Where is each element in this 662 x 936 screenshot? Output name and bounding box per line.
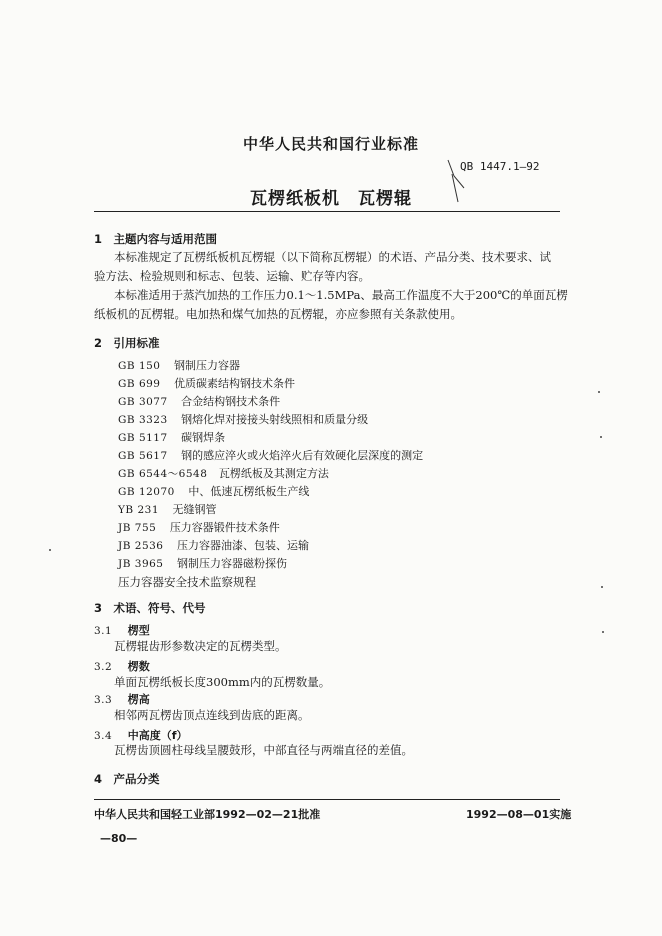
reference-code: GB 5617 [118,450,168,462]
reference-title: 中、低速瓦楞纸板生产线 [188,485,310,498]
term-name: 楞数 [127,660,150,673]
term-definition: 相邻两瓦楞齿顶点连线到齿底的距离。 [114,708,310,722]
reference-title: 压力容器油漆、包装、运输 [177,539,309,552]
header-divider [94,211,560,212]
section-4-heading: 4 产品分类 [94,772,160,786]
scan-speck [600,436,602,438]
reference-item [118,519,280,535]
reference-code: JB 2536 [118,540,164,552]
reference-item [118,393,280,409]
reference-title: 无缝钢管 [172,503,217,516]
term-number: 3.4 [94,730,113,742]
term-name: 中高度（f） [127,729,188,742]
reference-item [118,537,309,553]
term-definition: 瓦楞辊齿形参数决定的瓦楞类型。 [114,639,287,653]
reference-title: 钢的感应淬火或火焰淬火后有效硬化层深度的测定 [181,449,424,462]
term-heading [94,691,150,707]
scan-speck [602,631,604,633]
footer-divider [94,799,560,800]
term-name: 楞型 [127,624,150,637]
reference-item [118,501,217,517]
page-number: —80— [100,832,138,845]
scan-speck [598,391,600,393]
reference-title: 钢制压力容器 [173,359,240,372]
section-1-para-2-line-2: 纸板机的瓦楞辊。电加热和煤气加热的瓦楞辊，亦应参照有关条款使用。 [94,307,462,321]
scan-speck [601,586,603,588]
document-title: 瓦楞纸板机 瓦楞辊 [250,189,412,209]
section-1-para-1-line-1: 本标准规定了瓦楞纸板机瓦楞辊（以下简称瓦楞辊）的术语、产品分类、技术要求、试 [114,250,551,264]
reference-code: GB 6544～6548 [118,468,208,480]
term-heading [94,622,150,638]
reference-code: YB 231 [118,504,160,516]
section-1-para-1-line-2: 验方法、检验规则和标志、包装、运输、贮存等内容。 [94,269,370,283]
term-number: 3.1 [94,625,113,637]
term-definition: 单面瓦楞纸板长度300mm内的瓦楞数量。 [114,675,331,689]
effective-date: 1992—08—01实施 [466,808,572,821]
approval-statement: 中华人民共和国轻工业部1992—02—21批准 [94,808,321,821]
section-1-heading: 1 主题内容与适用范围 [94,232,218,246]
reference-item [118,411,368,427]
reference-code: GB 3077 [118,396,168,408]
term-number: 3.2 [94,661,113,673]
term-definition: 瓦楞齿顶圆柱母线呈腰鼓形，中部直径与两端直径的差值。 [114,743,413,757]
reference-item [118,357,240,373]
reference-title: 碳钢焊条 [181,431,226,444]
reference-title: 合金结构钢技术条件 [181,395,281,408]
term-name: 楞高 [127,693,150,706]
section-1-para-2-line-1: 本标准适用于蒸汽加热的工作压力0.1～1.5MPa、最高工作温度不大于200℃的单面瓦楞 [114,288,568,302]
reference-title: 压力容器锻件技术条件 [169,521,280,534]
reference-item [118,429,225,445]
section-2-heading: 2 引用标准 [94,336,160,350]
reference-item [118,483,309,499]
reference-code: JB 3965 [118,558,164,570]
reference-extra-regulation: 压力容器安全技术监察规程 [118,575,256,589]
reference-code: GB 12070 [118,486,175,498]
reference-item [118,447,423,463]
reference-item [118,555,287,571]
scan-speck [49,549,51,551]
reference-code: JB 755 [118,522,157,534]
reference-title: 钢熔化焊对接接头射线照相和质量分级 [181,413,369,426]
reference-item [118,375,295,391]
reference-code: GB 3323 [118,414,168,426]
issuing-authority-title: 中华人民共和国行业标准 [242,135,419,153]
reference-title: 钢制压力容器磁粉探伤 [177,557,287,570]
section-3-heading: 3 术语、符号、代号 [94,601,206,615]
reference-code: GB 699 [118,378,161,390]
standard-code: QB 1447.1—92 [460,160,540,173]
reference-title: 优质碳素结构钢技术条件 [173,377,295,390]
reference-title: 瓦楞纸板及其测定方法 [218,467,329,480]
reference-code: GB 5117 [118,432,168,444]
term-heading [94,658,150,674]
reference-item [118,465,329,481]
term-number: 3.3 [94,694,113,706]
reference-code: GB 150 [118,360,161,372]
